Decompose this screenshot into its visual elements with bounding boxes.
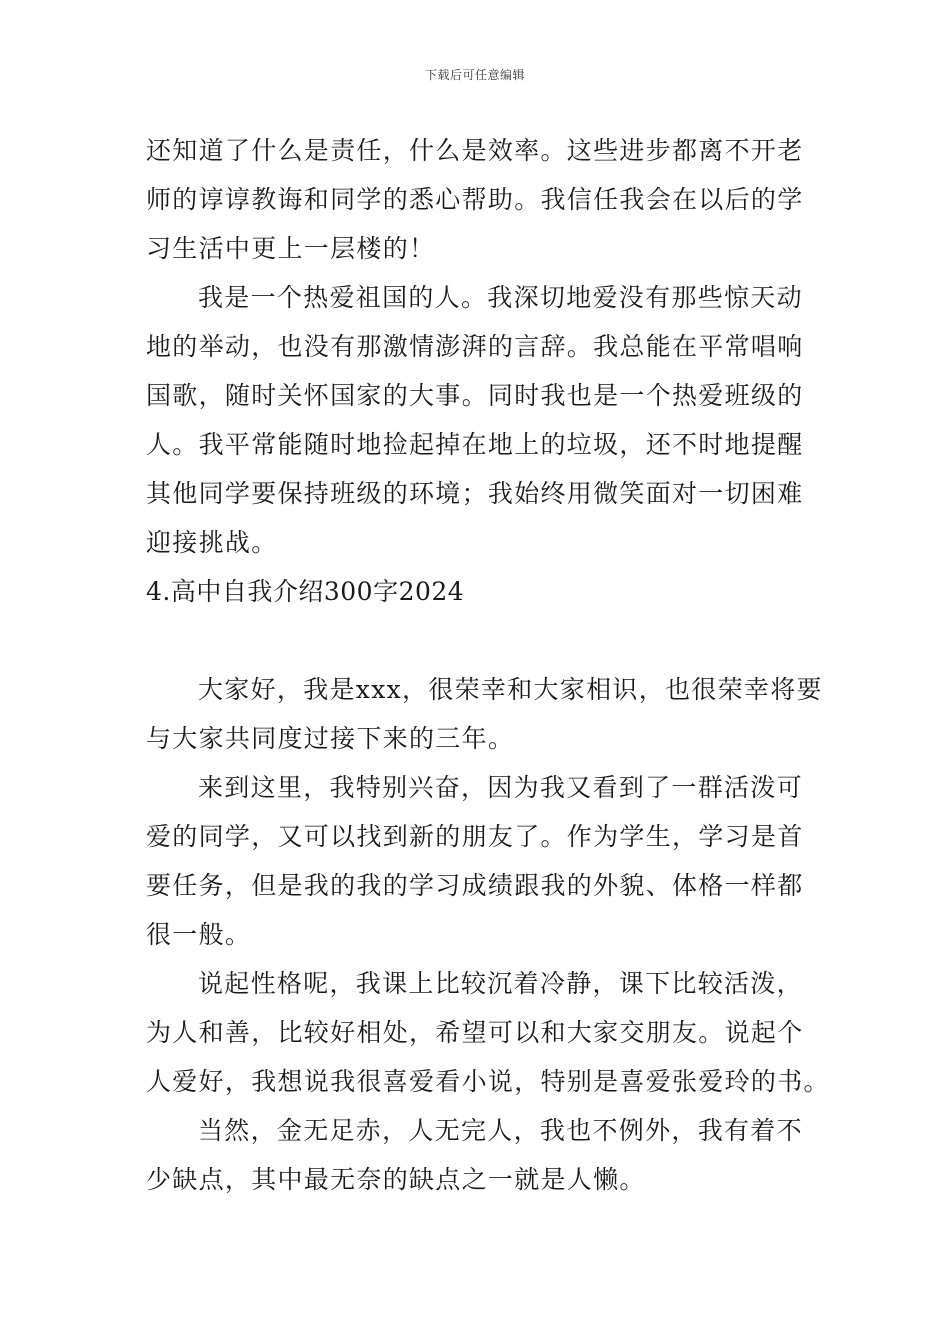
paragraph-patriotism xyxy=(146,273,808,567)
text-line: 还知道了什么是责任，什么是效率。这些进步都离不开老 xyxy=(146,136,804,165)
text-line: 要任务，但是我的我的学习成绩跟我的外貌、体格一样都 xyxy=(146,871,804,900)
page-header: 下载后可任意编辑 xyxy=(424,68,525,82)
text-line: 少缺点，其中最无奈的缺点之一就是人懒。 xyxy=(146,1165,646,1194)
text-line: 国歌，随时关怀国家的大事。同时我也是一个热爱班级的 xyxy=(146,381,804,410)
text-line: 人爱好，我想说我很喜爱看小说，特别是喜爱张爱玲的书。 xyxy=(146,1067,830,1096)
text-line: 与大家共同度过接下来的三年。 xyxy=(146,724,515,753)
paragraph-shortcomings xyxy=(146,1106,808,1204)
paragraph-personality xyxy=(146,959,830,1106)
document-body xyxy=(146,126,830,1204)
text-line: 地的举动，也没有那激情澎湃的言辞。我总能在平常唱响 xyxy=(146,332,804,361)
text-line: 爱的同学，又可以找到新的朋友了。作为学生，学习是首 xyxy=(146,822,804,851)
paragraph-greeting xyxy=(146,665,823,763)
paragraph-arrival xyxy=(146,763,808,959)
text-line: 很一般。 xyxy=(146,920,252,949)
text-line: 人。我平常能随时地捡起掉在地上的垃圾，还不时地提醒 xyxy=(146,430,804,459)
section-heading: 4.高中自我介绍300字2024 xyxy=(146,577,465,606)
text-line: 当然，金无足赤，人无完人，我也不例外，我有着不 xyxy=(198,1116,803,1145)
text-line: 说起性格呢，我课上比较沉着冷静，课下比较活泼， xyxy=(198,969,803,998)
text-line: 来到这里，我特别兴奋，因为我又看到了一群活泼可 xyxy=(198,773,803,802)
text-line: 我是一个热爱祖国的人。我深切地爱没有那些惊天动 xyxy=(198,283,803,312)
text-line: 其他同学要保持班级的环境；我始终用微笑面对一切困难 xyxy=(146,479,804,508)
blank-line xyxy=(146,616,808,665)
paragraph-continuation xyxy=(146,126,808,273)
text-line: 大家好，我是xxx，很荣幸和大家相识，也很荣幸将要 xyxy=(198,675,823,704)
text-line: 习生活中更上一层楼的！ xyxy=(146,234,436,263)
text-line: 迎接挑战。 xyxy=(146,528,278,557)
text-line: 师的谆谆教诲和同学的悉心帮助。我信任我会在以后的学 xyxy=(146,185,804,214)
text-line: 为人和善，比较好相处，希望可以和大家交朋友。说起个 xyxy=(146,1018,804,1047)
